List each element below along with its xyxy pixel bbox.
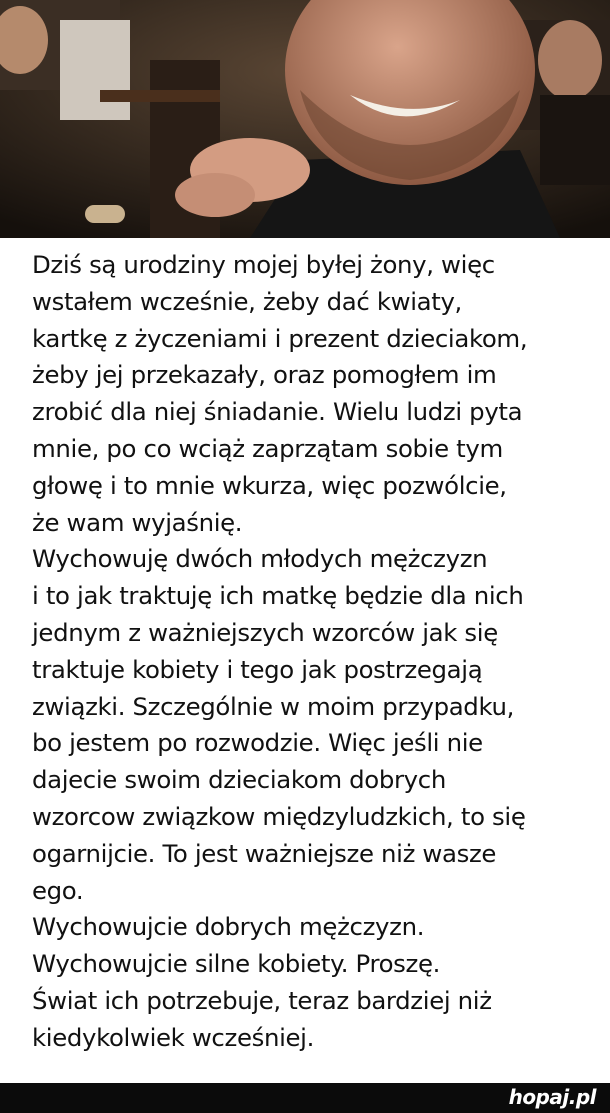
text-line: zrobić dla niej śniadanie. Wielu ludzi pyta [32, 397, 523, 427]
text-line: mnie, po co wciąż zaprzątam sobie tym [32, 433, 503, 463]
post-text [32, 247, 592, 1057]
text-line: Wychowujcie dobrych mężczyzn. [32, 912, 425, 942]
text-line: dajecie swoim dzieciakom dobrych [32, 765, 446, 795]
text-line: wzorcow związkow międzyludzkich, to się [32, 801, 526, 831]
text-line: ego. [32, 875, 84, 905]
text-line: traktuje kobiety i tego jak postrzegają [32, 654, 483, 684]
watermark-logo: hopaj.pl [508, 1085, 596, 1109]
text-line: kiedykolwiek wcześniej. [32, 1022, 314, 1052]
text-line: jednym z ważniejszych wzorców jak się [32, 617, 498, 647]
text-line: wstałem wcześnie, żeby dać kwiaty, [32, 286, 462, 316]
footer-bar [0, 1083, 610, 1113]
text-line: Wychowujcie silne kobiety. Proszę. [32, 949, 441, 979]
text-line: Dziś są urodziny mojej byłej żony, więc [32, 250, 495, 279]
text-line: Świat ich potrzebuje, teraz bardziej niż [32, 985, 492, 1015]
text-line: związki. Szczególnie w moim przypadku, [32, 691, 514, 721]
text-line: kartkę z życzeniami i prezent dzieciakom, [32, 323, 528, 353]
text-line: żeby jej przekazały, oraz pomogłem im [32, 360, 497, 390]
photo-smiling-man [0, 0, 610, 238]
text-line: bo jestem po rozwodzie. Więc jeśli nie [32, 728, 483, 758]
text-line: i to jak traktuję ich matkę będzie dla nich [32, 581, 524, 611]
text-line: Wychowuję dwóch młodych mężczyzn [32, 544, 488, 574]
text-line: głowę i to mnie wkurza, więc pozwólcie, [32, 470, 507, 500]
text-line: ogarnijcie. To jest ważniejsze niż wasze [32, 838, 497, 868]
text-line: że wam wyjaśnię. [32, 507, 243, 537]
